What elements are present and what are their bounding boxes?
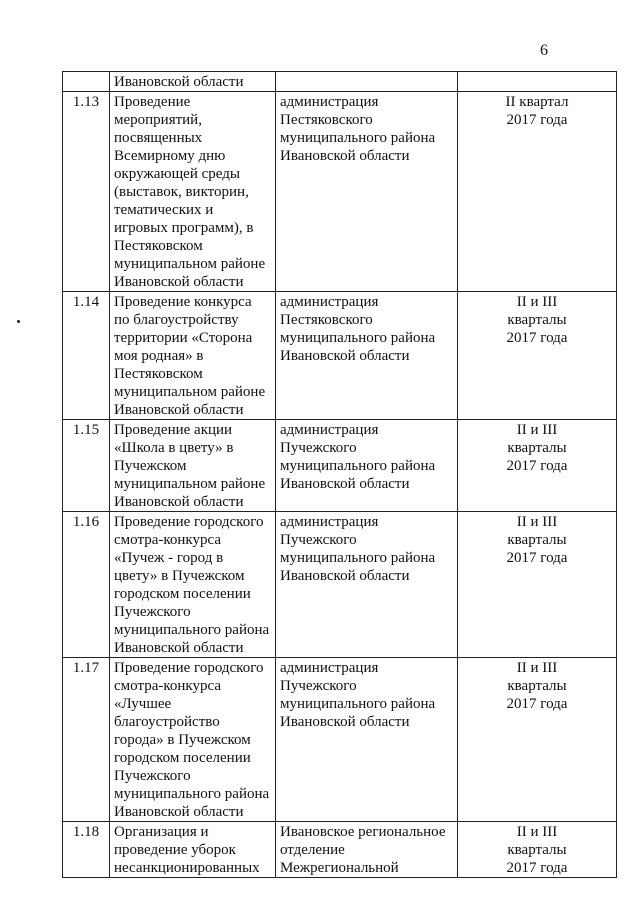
row-number: 1.13 — [63, 92, 110, 292]
row-description: Организация и проведение уборок несанкционированных — [110, 822, 276, 878]
row-description: Проведение мероприятий, посвященных Всемирному дню окружающей среды (выставок, викторин, тематических и игровых программ), в Пестяковском муниципальном районе Ивановской области — [110, 92, 276, 292]
row-responsible: администрация Пестяковского муниципального района Ивановской области — [276, 92, 458, 292]
row-responsible: администрация Пучежского муниципального района Ивановской области — [276, 658, 458, 822]
row-number: 1.16 — [63, 512, 110, 658]
row-term: II квартал 2017 года — [458, 92, 617, 292]
row-description: Ивановской области — [110, 72, 276, 92]
row-number: 1.15 — [63, 420, 110, 512]
row-number: 1.14 — [63, 292, 110, 420]
row-number — [63, 72, 110, 92]
row-description: Проведение конкурса по благоустройству территории «Сторона моя родная» в Пестяковском муниципальном районе Ивановской области — [110, 292, 276, 420]
table-row — [63, 420, 617, 512]
row-description: Проведение городского смотра-конкурса «Лучшее благоустройство города» в Пучежском городском поселении Пучежского муниципального района Ивановской области — [110, 658, 276, 822]
scan-speck — [17, 320, 20, 323]
table-row — [63, 292, 617, 420]
row-description: Проведение акции «Школа в цвету» в Пучежском муниципальном районе Ивановской области — [110, 420, 276, 512]
row-responsible: администрация Пестяковского муниципального района Ивановской области — [276, 292, 458, 420]
plan-table — [62, 71, 617, 878]
row-responsible: Ивановское региональное отделение Межрегиональной — [276, 822, 458, 878]
row-responsible — [276, 72, 458, 92]
row-term: II и III кварталы 2017 года — [458, 822, 617, 878]
page-number: 6 — [540, 42, 548, 59]
row-term: II и III кварталы 2017 года — [458, 420, 617, 512]
table-row-continued — [63, 72, 617, 92]
table-row — [63, 92, 617, 292]
row-responsible: администрация Пучежского муниципального района Ивановской области — [276, 420, 458, 512]
row-term — [458, 72, 617, 92]
row-number: 1.17 — [63, 658, 110, 822]
plan-table-body — [63, 72, 617, 878]
table-row — [63, 512, 617, 658]
row-number: 1.18 — [63, 822, 110, 878]
row-term: II и III кварталы 2017 года — [458, 512, 617, 658]
row-responsible: администрация Пучежского муниципального района Ивановской области — [276, 512, 458, 658]
row-term: II и III кварталы 2017 года — [458, 658, 617, 822]
row-term: II и III кварталы 2017 года — [458, 292, 617, 420]
row-description: Проведение городского смотра-конкурса «Пучеж - город в цвету» в Пучежском городском поселении Пучежского муниципального района Ивановской области — [110, 512, 276, 658]
table-row — [63, 822, 617, 878]
table-row — [63, 658, 617, 822]
